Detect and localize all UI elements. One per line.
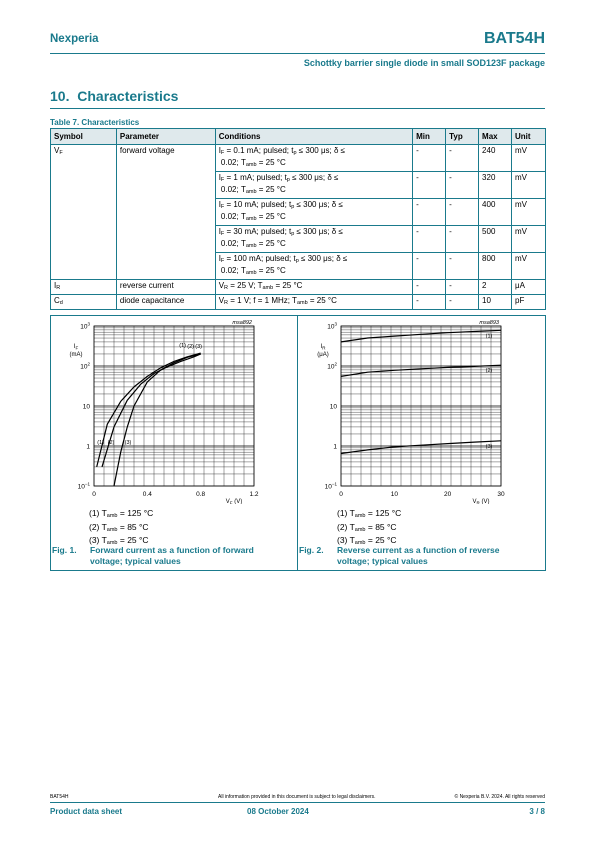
x-axis-label: $V_F$ (V) — [225, 499, 243, 504]
series-line — [114, 354, 201, 486]
max-cell: 10 — [479, 295, 512, 310]
series-label: (3) — [485, 443, 493, 450]
max-cell: 240 — [479, 145, 512, 172]
series-label: (1) — [485, 333, 493, 340]
conditions-cell: VR = 25 V; Tamb = 25 °C — [215, 280, 412, 295]
header-divider — [50, 53, 545, 54]
section-title: Characteristics — [77, 88, 179, 104]
legend-item: (3) Tamb = 25 °C — [337, 535, 397, 546]
y-tick-label: $10^2$ — [80, 361, 90, 371]
x-tick-label: 30 — [497, 491, 505, 498]
min-cell: - — [413, 280, 446, 295]
min-cell: - — [413, 226, 446, 253]
characteristics-table — [50, 128, 546, 310]
table-row — [51, 295, 546, 310]
footer-doc-id: BAT54H — [50, 794, 69, 800]
typ-cell: - — [446, 145, 479, 172]
footer-page-number: 3 / 8 — [529, 807, 545, 816]
y-tick-label: 10 — [82, 403, 90, 411]
conditions-cell: IF = 100 mA; pulsed; tp ≤ 300 μs; δ ≤ 0.02; Tamb = 25 °C — [215, 253, 412, 280]
column-header: Max — [479, 129, 512, 145]
conditions-cell: IF = 10 mA; pulsed; tp ≤ 300 μs; δ ≤ 0.02; Tamb = 25 °C — [215, 199, 412, 226]
y-tick-label: $10^{-1}$ — [324, 481, 337, 491]
max-cell: 320 — [479, 172, 512, 199]
y-axis-unit: (mA) — [69, 352, 83, 358]
footer-doc-type: Product data sheet — [50, 807, 123, 816]
legend-item: (2) Tamb = 85 °C — [89, 521, 149, 533]
footer-copyright: © Nexperia B.V. 2024. All rights reserved — [454, 794, 545, 800]
y-axis-label: $I_F$ — [73, 344, 79, 351]
column-header: Unit — [512, 129, 546, 145]
section-number: 10. — [50, 88, 70, 104]
footer-date: 08 October 2024 — [247, 807, 309, 816]
table-row — [51, 145, 546, 172]
parameter-cell: forward voltage — [116, 145, 215, 280]
footer-divider — [50, 802, 545, 803]
unit-cell: μA — [512, 280, 546, 295]
typ-cell: - — [446, 226, 479, 253]
figure-code: msa892 — [232, 320, 252, 326]
y-tick-label: $10^{-1}$ — [77, 481, 90, 491]
symbol-cell: Cd — [51, 295, 117, 310]
typ-cell: - — [446, 199, 479, 226]
x-tick-label: 20 — [444, 491, 452, 498]
y-tick-label: $10^3$ — [80, 321, 90, 331]
max-cell: 2 — [479, 280, 512, 295]
parameter-cell: reverse current — [116, 280, 215, 295]
product-name: BAT54H — [483, 30, 545, 47]
section-divider — [50, 108, 545, 109]
section-heading — [50, 88, 178, 104]
footer-disclaimer: All information provided in this document is subject to legal disclaimers. — [218, 794, 376, 800]
y-tick-label: 1 — [86, 443, 90, 451]
max-cell: 500 — [479, 226, 512, 253]
unit-cell: mV — [512, 145, 546, 172]
table-caption: Table 7. Characteristics — [50, 118, 140, 127]
x-tick-label: 1.2 — [249, 491, 259, 498]
conditions-cell: IF = 1 mA; pulsed; tp ≤ 300 μs; δ ≤ 0.02; Tamb = 25 °C — [215, 172, 412, 199]
x-axis-label: $V_R$ (V) — [472, 499, 490, 504]
max-cell: 800 — [479, 253, 512, 280]
unit-cell: mV — [512, 199, 546, 226]
figures-divider — [297, 315, 298, 571]
series-label: (2) — [187, 343, 195, 350]
figure-1-legend — [89, 508, 153, 549]
conditions-cell: IF = 30 mA; pulsed; tp ≤ 300 μs; δ ≤ 0.02; Tamb = 25 °C — [215, 226, 412, 253]
legend-item: (2) Tamb = 85 °C — [337, 521, 397, 533]
max-cell: 400 — [479, 199, 512, 226]
symbol-cell: IR — [51, 280, 117, 295]
x-tick-label: 0.8 — [196, 491, 206, 498]
figure-2-legend — [337, 508, 401, 549]
typ-cell: - — [446, 172, 479, 199]
table-row — [51, 280, 546, 295]
typ-cell: - — [446, 295, 479, 310]
legend-item: (1) Tamb = 125 °C — [89, 508, 154, 519]
column-header: Symbol — [51, 129, 117, 145]
forward-current-chart — [60, 318, 290, 504]
x-tick-label: 0 — [92, 491, 96, 498]
series-label: (1) — [179, 343, 187, 350]
figure-2-caption: Fig. 2. Reverse current as a function of reverse voltage; typical values — [299, 545, 500, 566]
series-label: (2) — [485, 368, 493, 375]
min-cell: - — [413, 172, 446, 199]
y-tick-label: 10 — [329, 403, 337, 411]
legend-item: (3) Tamb = 25 °C — [89, 535, 149, 546]
table-header-row — [51, 129, 546, 145]
x-tick-label: 0 — [339, 491, 343, 498]
column-header: Typ — [446, 129, 479, 145]
series-label: (2) — [107, 440, 115, 446]
product-subtitle: Schottky barrier single diode in small SOD123F package — [303, 58, 545, 68]
series-label: (3) — [195, 343, 203, 350]
unit-cell: mV — [512, 253, 546, 280]
y-tick-label: $10^3$ — [327, 321, 337, 331]
min-cell: - — [413, 253, 446, 280]
unit-cell: mV — [512, 172, 546, 199]
column-header: Conditions — [215, 129, 412, 145]
conditions-cell: IF = 0.1 mA; pulsed; tp ≤ 300 μs; δ ≤ 0.02; Tamb = 25 °C — [215, 145, 412, 172]
symbol-cell: VF — [51, 145, 117, 280]
unit-cell: mV — [512, 226, 546, 253]
brand-name: Nexperia — [50, 33, 99, 45]
conditions-cell: VR = 1 V; f = 1 MHz; Tamb = 25 °C — [215, 295, 412, 310]
series-label: (1) — [97, 440, 105, 446]
min-cell: - — [413, 145, 446, 172]
parameter-cell: diode capacitance — [116, 295, 215, 310]
y-axis-label: $I_R$ — [320, 344, 326, 351]
min-cell: - — [413, 295, 446, 310]
typ-cell: - — [446, 253, 479, 280]
x-tick-label: 10 — [390, 491, 398, 498]
y-tick-label: $10^2$ — [327, 361, 337, 371]
series-label: (3) — [124, 440, 132, 446]
min-cell: - — [413, 199, 446, 226]
reverse-current-chart — [307, 318, 537, 504]
legend-item: (1) Tamb = 125 °C — [337, 508, 402, 519]
x-tick-label: 0.4 — [142, 491, 152, 498]
typ-cell: - — [446, 280, 479, 295]
figure-code: msa893 — [479, 320, 499, 326]
figure-1-caption: Fig. 1. Forward current as a function of forward voltage; typical values — [52, 545, 254, 566]
y-tick-label: 1 — [333, 443, 337, 451]
column-header: Min — [413, 129, 446, 145]
column-header: Parameter — [116, 129, 215, 145]
unit-cell: pF — [512, 295, 546, 310]
y-axis-unit: (μA) — [317, 352, 329, 358]
